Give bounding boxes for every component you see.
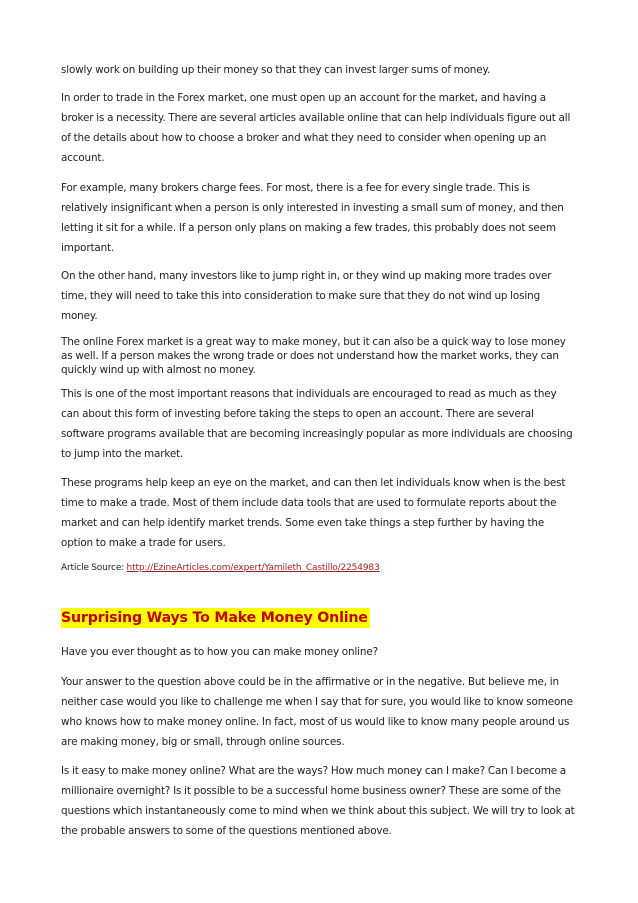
paragraph: Your answer to the question above could be in the affirmative or in the negative. But believe me, in neither case would you like to challenge me when I say that for sure, you would like to know someone who knows how to make money online. In fact, most of us would like to know many people around us are making money, big or small, through online sources.: [61, 676, 573, 748]
article-source-link[interactable]: http://EzineArticles.com/expert/Yamileth_Castillo/2254983: [126, 563, 380, 573]
paragraph: The online Forex market is a great way to make money, but it can also be a quick way to lose money as well. If a person makes the wrong trade or does not understand how the market works, they can quickly wind up with almost no money.: [61, 336, 566, 376]
paragraph: For example, many brokers charge fees. For most, there is a fee for every single trade. This is relatively insignificant when a person is only interested in investing a small sum of money, and then letting it sit for a while. If a person only plans on making a few trades, this probably does not seem important.: [61, 182, 564, 254]
paragraph: These programs help keep an eye on the market, and can then let individuals know when is the best time to make a trade. Most of them include data tools that are used to formulate reports about the market and can help identify market trends. Some even take things a step further by having the option to make a trade for users.: [61, 477, 566, 549]
paragraph: slowly work on building up their money so that they can invest larger sums of money.: [61, 64, 491, 76]
paragraph: Is it easy to make money online? What are the ways? How much money can I make? Can I become a millionaire overnight? Is it possible to be a successful home business owner? These are some of the questions which instantaneously come to mind when we think about this subject. We will try to look at the probable answers to some of the questions mentioned above.: [61, 765, 575, 837]
paragraph: On the other hand, many investors like to jump right in, or they wind up making more trades over time, they will need to take this into consideration to make sure that they do not wind up losing money.: [61, 270, 552, 322]
section-heading-wrapper: [61, 607, 577, 628]
article-source: [61, 561, 577, 575]
paragraph: This is one of the most important reasons that individuals are encouraged to read as much as they can about this form of investing before taking the steps to open an account. There are several software programs available that are becoming increasingly popular as more individuals are choosing to jump into the market.: [61, 388, 573, 460]
paragraph: Have you ever thought as to how you can make money online?: [61, 646, 378, 658]
document-page: [61, 60, 577, 841]
paragraph: In order to trade in the Forex market, one must open up an account for the market, and having a broker is a necessity. There are several articles available online that can help individuals figure out all of the details about how to choose a broker and what they need to consider when opening up an account.: [61, 92, 571, 164]
article-source-label: Article Source:: [61, 563, 127, 573]
section-heading: Surprising Ways To Make Money Online: [61, 610, 368, 626]
